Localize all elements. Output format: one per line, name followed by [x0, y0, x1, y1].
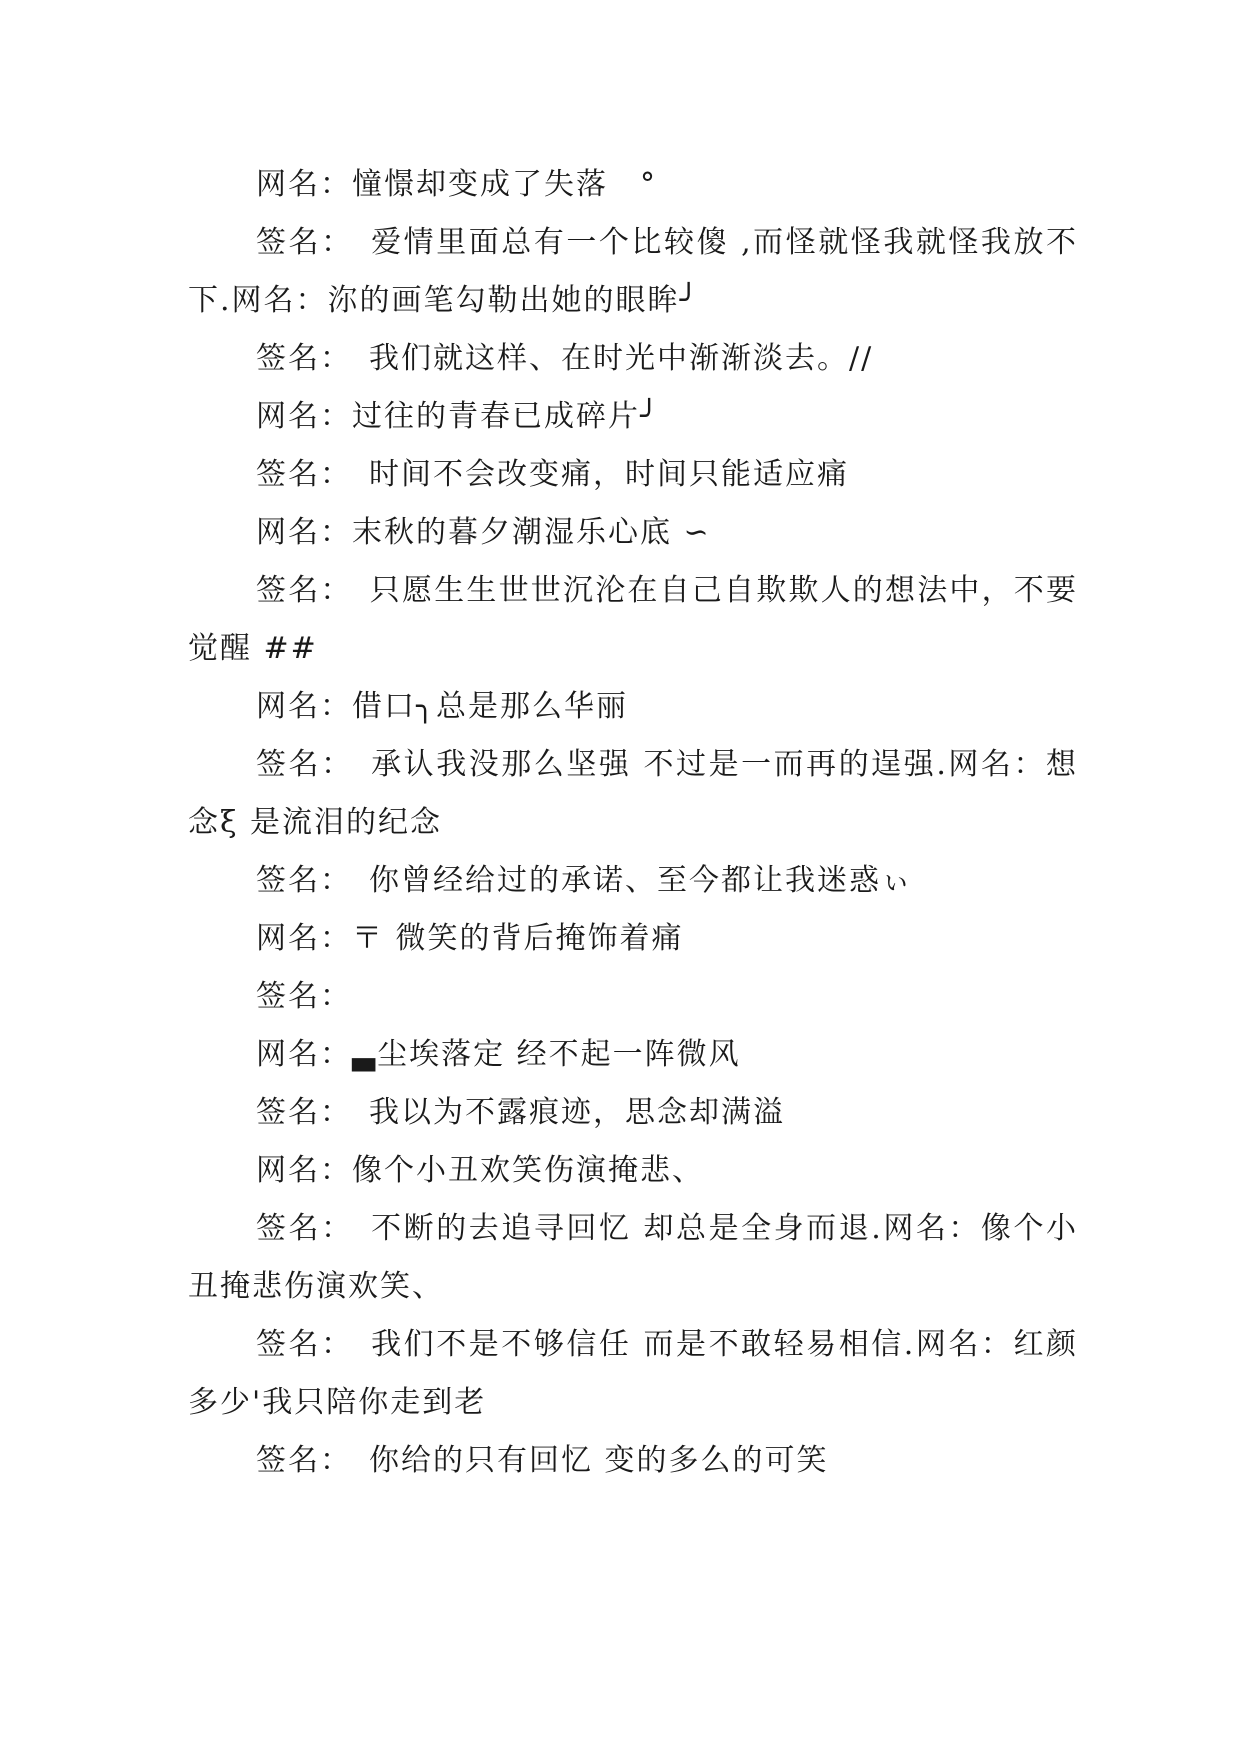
paragraph-12: 签名：: [256, 979, 352, 1014]
paragraph-4: 网名：过往的青春已成碎片╯: [256, 399, 661, 434]
paragraph-7: 签名： 只愿生生世世沉沦在自己自欺欺人的想法中，不要觉醒 ##: [188, 573, 1078, 666]
paragraph-13: 网名：▃尘埃落定 经不起一阵微风: [256, 1037, 741, 1072]
paragraph-6: 网名：末秋的暮夕潮湿乐心底 ∽: [256, 515, 711, 550]
paragraph-10: 签名： 你曾经给过的承诺、至今都让我迷惑ぃ: [256, 863, 913, 898]
paragraph-15: 网名：像个小丑欢笑伤演掩悲、: [256, 1153, 704, 1188]
paragraph-18: 签名： 你给的只有回忆 变的多么的可笑: [256, 1443, 829, 1478]
paragraph-1: 网名：憧憬却变成了失落 °: [256, 167, 657, 202]
paragraph-14: 签名： 我以为不露痕迹，思念却满溢: [256, 1095, 785, 1130]
paragraph-3: 签名： 我们就这样、在时光中渐渐淡去。//: [256, 341, 874, 376]
paragraph-16: 签名： 不断的去追寻回忆 却总是全身而退.网名：像个小丑掩悲伤演欢笑、: [188, 1211, 1078, 1304]
paragraph-9: 签名： 承认我没那么坚强 不过是一而再的逞强.网名：想念ξ 是流泪的纪念: [188, 747, 1078, 840]
paragraph-11: 网名：〒 微笑的背后掩饰着痛: [256, 921, 684, 956]
document-body: [188, 156, 1078, 1490]
paragraph-2: 签名： 爱情里面总有一个比较傻 ,而怪就怪我就怪我放不下.网名：沵的画笔勾勒出她的眼眸╯: [188, 225, 1078, 318]
paragraph-5: 签名： 时间不会改变痛，时间只能适应痛: [256, 457, 849, 492]
paragraph-17: 签名： 我们不是不够信任 而是不敢轻易相信.网名：红颜多少'我只陪你走到老: [188, 1327, 1078, 1420]
paragraph-8: 网名：借口╮总是那么华丽: [256, 689, 629, 724]
